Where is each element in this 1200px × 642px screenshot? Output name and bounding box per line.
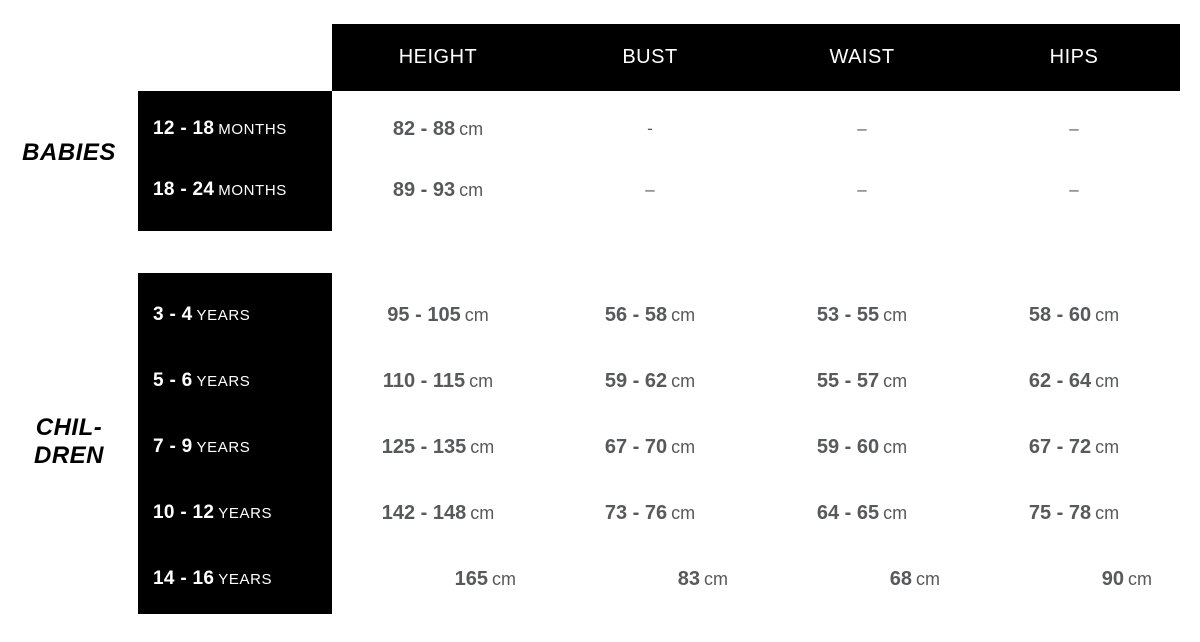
age-range: 3 - 4 (153, 304, 193, 325)
cell-waist (756, 304, 968, 327)
cell-waist (756, 180, 968, 200)
cell-value: 165 (454, 567, 488, 590)
column-header-hips: HIPS (1049, 46, 1099, 68)
age-unit: YEARS (218, 505, 273, 522)
group-label-babies-line-1: BABIES (22, 139, 116, 166)
age-unit: MONTHS (218, 121, 287, 138)
group-label-children-line-1: CHIL- (35, 414, 103, 441)
cell-waist (756, 502, 968, 525)
cell-hips (968, 370, 1180, 393)
cell-unit: cm (1095, 502, 1120, 523)
cell-unit: cm (1095, 304, 1120, 325)
cell-waist (756, 370, 968, 393)
cell-value: 58 - 60 (1028, 303, 1092, 326)
cell-unit: cm (1128, 568, 1152, 589)
cell-value: 64 - 65 (816, 501, 880, 524)
cell-unit: cm (470, 436, 495, 457)
cell-hips (968, 180, 1180, 200)
cell-bust (544, 502, 756, 525)
age-cell (138, 436, 332, 458)
cell-value: 62 - 64 (1028, 369, 1092, 392)
cell-value: 67 - 72 (1028, 435, 1092, 458)
cell-value: 83 (677, 567, 700, 590)
cell-unit: cm (883, 304, 908, 325)
age-range: 12 - 18 (153, 118, 215, 139)
cell-value: – (1069, 180, 1079, 199)
cell-height (332, 502, 544, 525)
cell-bust (544, 436, 756, 459)
cell-hips (968, 119, 1180, 139)
cell-value: 142 - 148 (381, 501, 467, 524)
cell-value: 90 (1101, 567, 1124, 590)
cell-height (332, 370, 544, 393)
cell-unit: cm (671, 370, 696, 391)
table-row (138, 171, 1180, 209)
age-range: 14 - 16 (153, 568, 215, 589)
cell-value: - (647, 119, 653, 138)
cell-value: 59 - 60 (816, 435, 880, 458)
table-row (138, 296, 1180, 334)
table-row (138, 560, 1180, 598)
cell-unit: cm (459, 179, 484, 200)
age-cell (138, 118, 332, 140)
cell-unit: cm (492, 568, 516, 589)
age-cell (138, 568, 332, 590)
table-row (138, 362, 1180, 400)
cell-value: 73 - 76 (604, 501, 668, 524)
cell-hips (968, 502, 1180, 525)
cell-value: 75 - 78 (1028, 501, 1092, 524)
cell-value: 53 - 55 (816, 303, 880, 326)
table-row (138, 428, 1180, 466)
cell-waist (756, 436, 968, 459)
cell-bust (544, 304, 756, 327)
table-row (138, 110, 1180, 148)
cell-height (332, 304, 544, 327)
age-unit: YEARS (218, 571, 273, 588)
cell-unit: cm (671, 436, 696, 457)
age-unit: YEARS (196, 439, 251, 456)
cell-unit: cm (459, 118, 484, 139)
cell-height (332, 118, 544, 141)
cell-value: – (857, 119, 867, 138)
cell-value: 89 - 93 (392, 178, 456, 201)
cell-bust (544, 180, 756, 200)
cell-height (332, 568, 544, 591)
age-cell (138, 370, 332, 392)
age-unit: YEARS (196, 373, 251, 390)
cell-value: 68 (889, 567, 912, 590)
cell-hips (968, 304, 1180, 327)
cell-waist (756, 119, 968, 139)
table-header-row (332, 24, 1180, 91)
cell-unit: cm (671, 502, 696, 523)
cell-unit: cm (1095, 370, 1120, 391)
age-range: 18 - 24 (153, 179, 215, 200)
age-range: 5 - 6 (153, 370, 193, 391)
cell-waist (756, 568, 968, 591)
cell-value: – (1069, 119, 1079, 138)
cell-value: 125 - 135 (381, 435, 467, 458)
cell-unit: cm (883, 370, 908, 391)
cell-bust (544, 119, 756, 139)
cell-value: – (645, 180, 655, 199)
cell-unit: cm (1095, 436, 1120, 457)
cell-value: 59 - 62 (604, 369, 668, 392)
cell-value: 56 - 58 (604, 303, 668, 326)
table-row (138, 494, 1180, 532)
cell-unit: cm (704, 568, 728, 589)
age-unit: YEARS (196, 307, 251, 324)
group-label-children (0, 414, 138, 471)
cell-value: 67 - 70 (604, 435, 668, 458)
age-cell (138, 179, 332, 201)
age-cell (138, 502, 332, 524)
column-header-bust: BUST (622, 46, 678, 68)
cell-hips (968, 568, 1180, 591)
age-unit: MONTHS (218, 182, 287, 199)
column-header-waist: WAIST (829, 46, 895, 68)
cell-hips (968, 436, 1180, 459)
cell-unit: cm (470, 502, 495, 523)
group-label-children-line-2: DREN (33, 442, 104, 470)
cell-value: 82 - 88 (392, 117, 456, 140)
cell-unit: cm (883, 436, 908, 457)
cell-unit: cm (671, 304, 696, 325)
cell-unit: cm (469, 370, 494, 391)
column-header-height: HEIGHT (398, 46, 478, 68)
cell-unit: cm (464, 304, 489, 325)
age-range: 7 - 9 (153, 436, 193, 457)
cell-height (332, 179, 544, 202)
cell-bust (544, 568, 756, 591)
cell-height (332, 436, 544, 459)
cell-value: 55 - 57 (816, 369, 880, 392)
cell-value: 95 - 105 (387, 303, 461, 326)
cell-value: – (857, 180, 867, 199)
age-range: 10 - 12 (153, 502, 215, 523)
group-label-babies (0, 139, 138, 167)
cell-unit: cm (883, 502, 908, 523)
cell-value: 110 - 115 (382, 369, 466, 392)
age-cell (138, 304, 332, 326)
cell-bust (544, 370, 756, 393)
cell-unit: cm (916, 568, 940, 589)
